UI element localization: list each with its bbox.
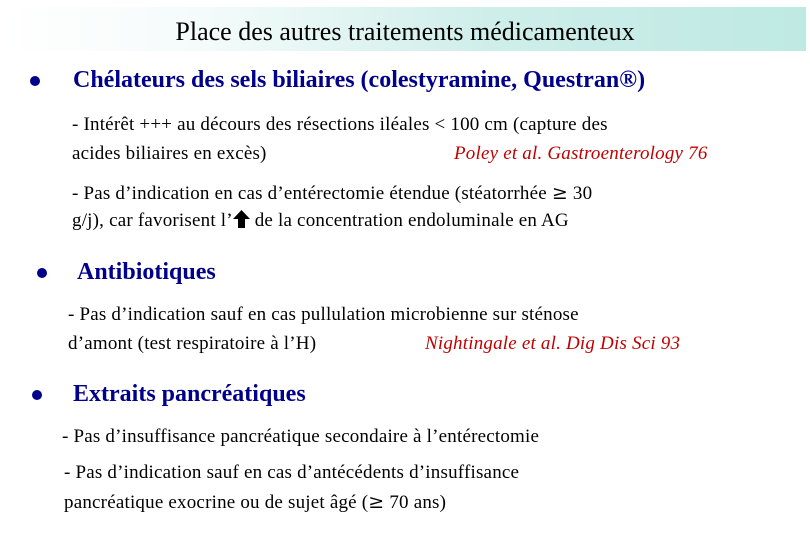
reference-nightingale: Nightingale et al. Dig Dis Sci 93 — [425, 333, 681, 354]
section-heading-pancreatic-extracts: Extraits pancréatiques — [73, 381, 306, 407]
pancreatic-para2-line2 — [64, 491, 446, 514]
antibiotics-line2-text: d’amont (test respiratoire à l’H) — [68, 333, 317, 354]
chelators-para2-line1-text: - Pas d’indication en cas d’entérectomie étendue (stéatorrhée — [72, 183, 547, 204]
bullet-icon — [32, 390, 42, 400]
bullet-icon — [30, 76, 40, 86]
up-arrow-icon — [233, 210, 250, 228]
pancreatic-para2-line2-after: 70 ans) — [384, 492, 447, 513]
pancreatic-para2-line1: - Pas d’indication sauf en cas d’antécédents d’insuffisance — [64, 462, 520, 483]
chelators-para2-line1-value: 30 — [572, 183, 593, 204]
section-heading-antibiotics: Antibiotiques — [77, 259, 216, 285]
greater-equal-symbol: ≥ — [368, 491, 385, 513]
page-title: Place des autres traitements médicamenteux — [175, 17, 635, 46]
pancreatic-para2-line2-before: pancréatique exocrine ou de sujet âgé ( — [64, 492, 369, 513]
chelators-para2-line1 — [72, 182, 592, 205]
reference-poley: Poley et al. Gastroenterology 76 — [454, 143, 708, 164]
chelators-para1-line1: - Intérêt +++ au décours des résections iléales < 100 cm (capture des — [72, 114, 608, 135]
pancreatic-para1-line1: - Pas d’insuffisance pancréatique secondaire à l’entérectomie — [62, 426, 540, 447]
chelators-para2-line2-before: g/j), car favorisent l’ — [72, 210, 233, 231]
bullet-icon — [37, 268, 47, 278]
chelators-para1-line2-text: acides biliaires en excès) — [72, 143, 267, 164]
section-heading-chelators: Chélateurs des sels biliaires (colestyramine, Questran®) — [73, 67, 646, 93]
antibiotics-line1: - Pas d’indication sauf en cas pullulation microbienne sur sténose — [68, 304, 579, 325]
chelators-para2-line2 — [72, 210, 569, 232]
greater-equal-symbol: ≥ — [551, 182, 568, 204]
chelators-para2-line2-after: de la concentration endoluminale en AG — [249, 210, 569, 231]
